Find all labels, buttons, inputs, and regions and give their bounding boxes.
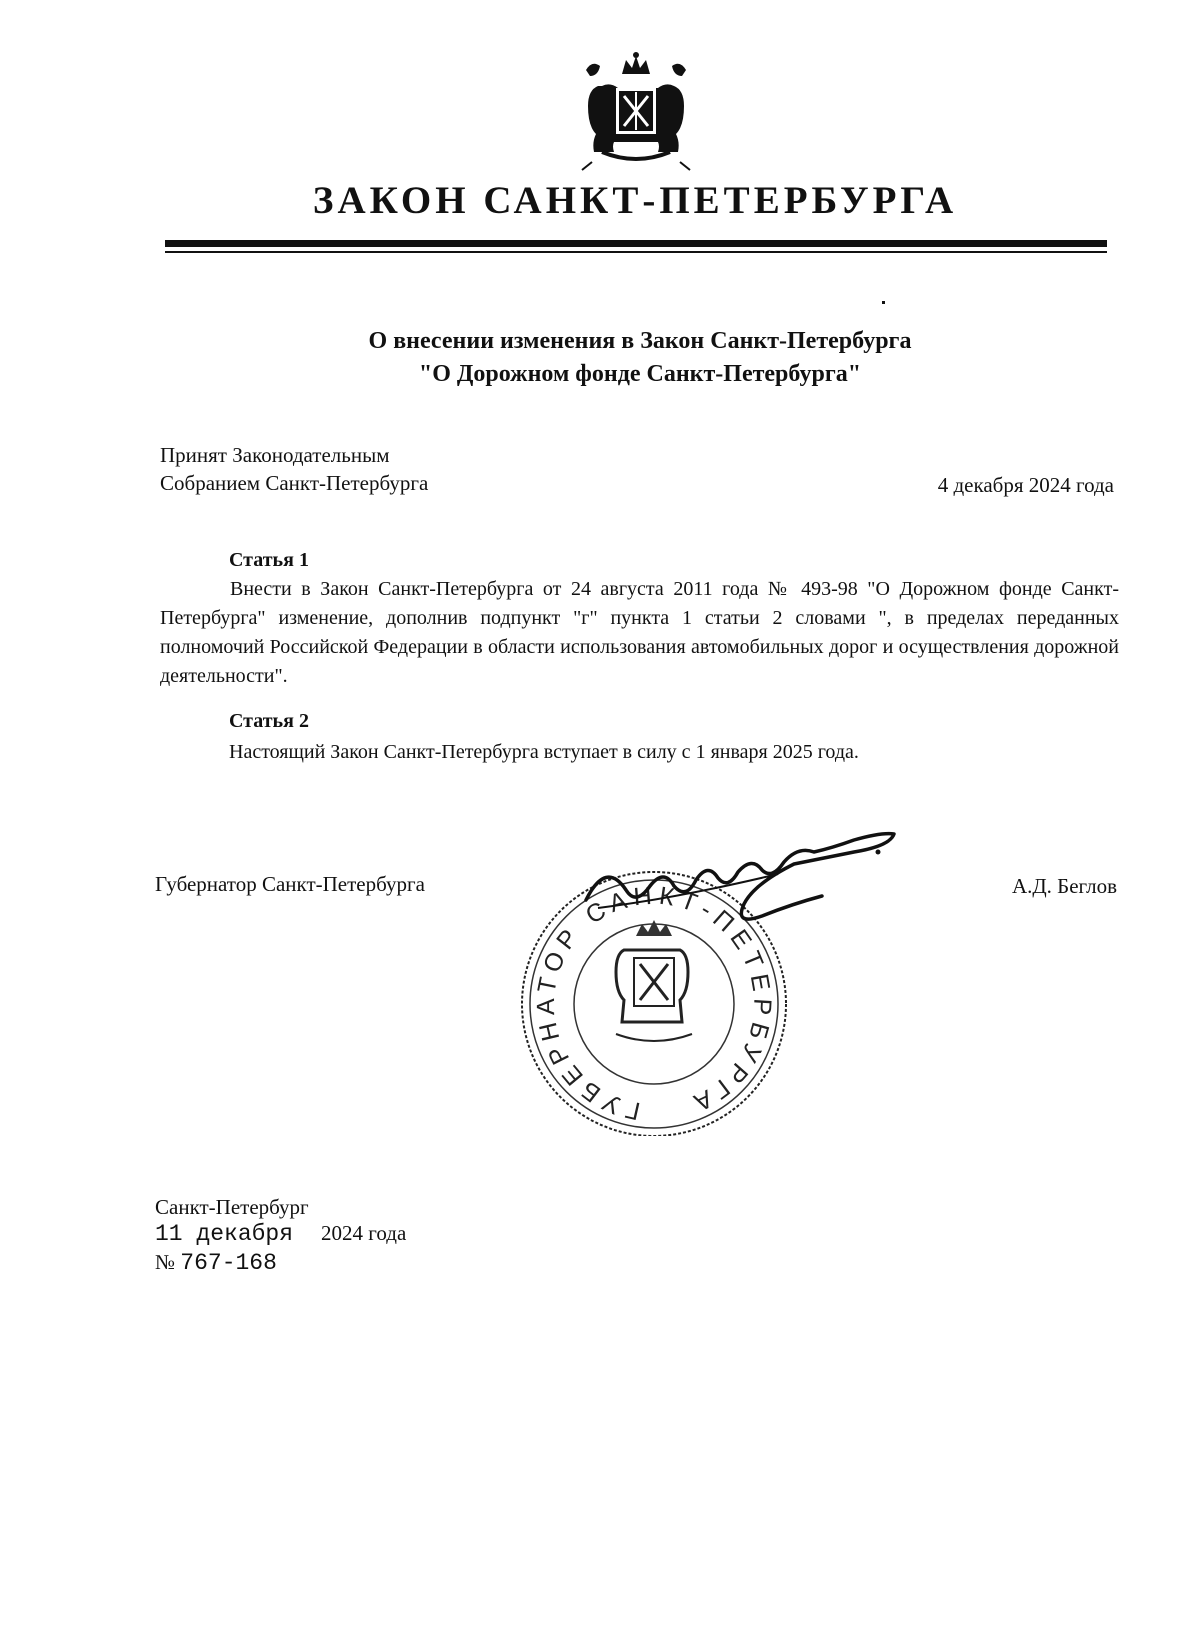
law-number <box>155 1250 277 1276</box>
signing-date <box>155 1221 406 1247</box>
signing-day-month: 11 декабря <box>155 1221 294 1247</box>
adopted-line-1: Принят Законодательным <box>160 443 390 467</box>
article-1-heading: Статья 1 <box>229 549 309 571</box>
adopted-by <box>160 441 428 497</box>
signing-year: 2024 года <box>321 1221 407 1245</box>
seal-ring-text: ГУБЕРНАТОР САНКТ-ПЕТЕРБУРГА <box>531 881 777 1126</box>
adopted-date: 4 декабря 2024 года <box>937 473 1114 497</box>
article-1-text: Внести в Закон Санкт-Петербурга от 24 августа 2011 года № 493-98 "О Дорожном фонде Санкт-Петербурга" изменение, дополнив подпункт "г" пункта 1 статьи 2 словами ", в пределах переданных полномочий Российской Федерации в области использования автомобильных дорог и осуществления дорожной деятельности". <box>160 578 1119 687</box>
adopted-line-2: Собранием Санкт-Петербурга <box>160 471 429 495</box>
article-2-text: Настоящий Закон Санкт-Петербурга вступает в силу с 1 января 2025 года. <box>229 741 859 763</box>
law-number-prefix: № <box>155 1250 176 1274</box>
law-header: ЗАКОН САНКТ-ПЕТЕРБУРГА <box>312 179 958 222</box>
scan-speck <box>882 301 885 304</box>
article-2-heading: Статья 2 <box>229 710 309 732</box>
document-title <box>0 325 1200 391</box>
title-line-1: О внесении изменения в Закон Санкт-Петербурга <box>368 328 912 354</box>
signatory-name: А.Д. Беглов <box>1011 874 1117 898</box>
header-rule-thin <box>165 251 1107 253</box>
coat-of-arms-emblem <box>572 52 700 172</box>
law-number-value: 767-168 <box>180 1250 277 1276</box>
signatory-position: Губернатор Санкт-Петербурга <box>155 872 425 896</box>
header-rule-thick <box>165 240 1107 247</box>
handwritten-signature <box>578 830 958 950</box>
signing-city: Санкт-Петербург <box>155 1195 309 1219</box>
title-line-2: "О Дорожном фонде Санкт-Петербурга" <box>418 361 862 387</box>
